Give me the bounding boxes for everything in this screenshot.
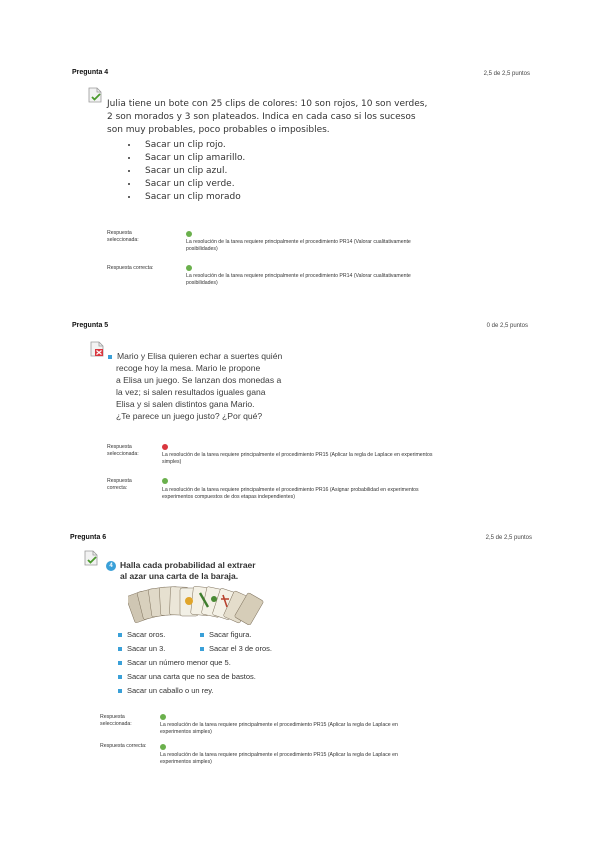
correct-check-icon — [186, 231, 192, 237]
correct-document-icon — [84, 550, 98, 566]
spanish-deck-illustration — [128, 585, 268, 625]
correct-answer-text: La resolución de la tarea requiere principalmente el procedimiento PR14 (Valorar cualitativamente posibilidades) — [186, 273, 411, 286]
statement-line: ¿Te parece un juego justo? ¿Por qué? — [116, 411, 263, 421]
exercise-item: Sacar un caballo o un rey. — [118, 686, 214, 695]
bullet-icon — [200, 647, 204, 651]
bullet-icon — [200, 633, 204, 637]
correct-check-icon — [160, 744, 166, 750]
exercise-item: Sacar un 3. — [118, 644, 165, 653]
list-item: • Sacar un clip amarillo. — [139, 152, 447, 165]
question-6-heading: Halla cada probabilidad al extraer al azar una carta de la baraja. — [120, 560, 256, 581]
exercise-item: Sacar figura. — [200, 630, 252, 639]
selected-answer-text: La resolución de la tarea requiere principalmente el procedimiento PR15 (Aplicar la regla de Laplace en experimentos simples) — [162, 452, 433, 465]
bullet-icon — [118, 661, 122, 665]
bullet-icon — [108, 355, 112, 359]
correct-check-icon — [160, 714, 166, 720]
incorrect-document-icon — [90, 341, 104, 357]
question-5-score: 0 de 2,5 puntos — [486, 323, 528, 329]
statement-line: a Elisa un juego. Se lanzan dos monedas a — [116, 375, 282, 385]
correct-check-icon — [162, 478, 168, 484]
correct-answer-label: Respuesta correcta: — [107, 265, 154, 271]
statement-line: Julia tiene un bote con 25 clips de colores: 10 son rojos, 10 son verdes, — [107, 99, 428, 109]
statement-line: Mario y Elisa quieren echar a suertes quién — [108, 350, 328, 362]
correct-answer-text: La resolución de la tarea requiere principalmente el procedimiento PR15 (Aplicar la regla de Laplace en experimentos simples) — [160, 752, 398, 765]
incorrect-x-icon — [162, 444, 168, 450]
question-4-score: 2,5 de 2,5 puntos — [483, 71, 530, 77]
question-5-statement — [108, 350, 328, 422]
selected-answer-label: Respuesta seleccionada: — [107, 230, 139, 243]
bullet-icon — [118, 675, 122, 679]
question-6-score: 2,5 de 2,5 puntos — [485, 535, 532, 541]
exercise-item: Sacar un número menor que 5. — [118, 658, 231, 667]
correct-answer-label: Respuesta correcta: — [100, 743, 147, 749]
exercise-item: Sacar el 3 de oros. — [200, 644, 272, 653]
selected-answer-text: La resolución de la tarea requiere principalmente el procedimiento PR15 (Aplicar la regla de Laplace en experimentos simples) — [160, 722, 398, 735]
statement-line: 2 son morados y 3 son plateados. Indica en cada caso si los sucesos — [107, 112, 416, 122]
question-4-item-list — [121, 139, 447, 204]
exercise-item: Sacar oros. — [118, 630, 165, 639]
statement-line: Elisa y si salen distintos gana Mario. — [116, 399, 255, 409]
exercise-item: Sacar una carta que no sea de bastos. — [118, 672, 256, 681]
question-4-statement — [107, 98, 447, 204]
correct-answer-text: La resolución de la tarea requiere principalmente el procedimiento PR16 (Asignar probabilidad en experimentos experimentos compuestos de dos etapas independientes) — [162, 487, 419, 500]
statement-line: la vez; si salen resultados iguales gana — [116, 387, 266, 397]
list-item: • Sacar un clip morado — [139, 191, 447, 204]
bullet-icon — [118, 633, 122, 637]
statement-line: son muy probables, poco probables o imposibles. — [107, 125, 330, 135]
correct-answer-label: Respuesta correcta: — [107, 478, 132, 491]
exercise-number-badge: 4 — [106, 561, 116, 571]
correct-document-icon — [88, 87, 102, 103]
bullet-icon — [118, 689, 122, 693]
question-4-title: Pregunta 4 — [72, 69, 109, 76]
question-5-title: Pregunta 5 — [72, 322, 109, 329]
list-item: • Sacar un clip verde. — [139, 178, 447, 191]
list-item: • Sacar un clip rojo. — [139, 139, 447, 152]
statement-line: recoge hoy la mesa. Mario le propone — [116, 363, 261, 373]
question-6-title: Pregunta 6 — [70, 534, 107, 541]
selected-answer-label: Respuesta seleccionada: — [107, 444, 139, 457]
bullet-icon — [118, 647, 122, 651]
selected-answer-text: La resolución de la tarea requiere principalmente el procedimiento PR14 (Valorar cualitativamente posibilidades) — [186, 239, 411, 252]
correct-check-icon — [186, 265, 192, 271]
list-item: • Sacar un clip azul. — [139, 165, 447, 178]
selected-answer-label: Respuesta seleccionada: — [100, 714, 132, 727]
